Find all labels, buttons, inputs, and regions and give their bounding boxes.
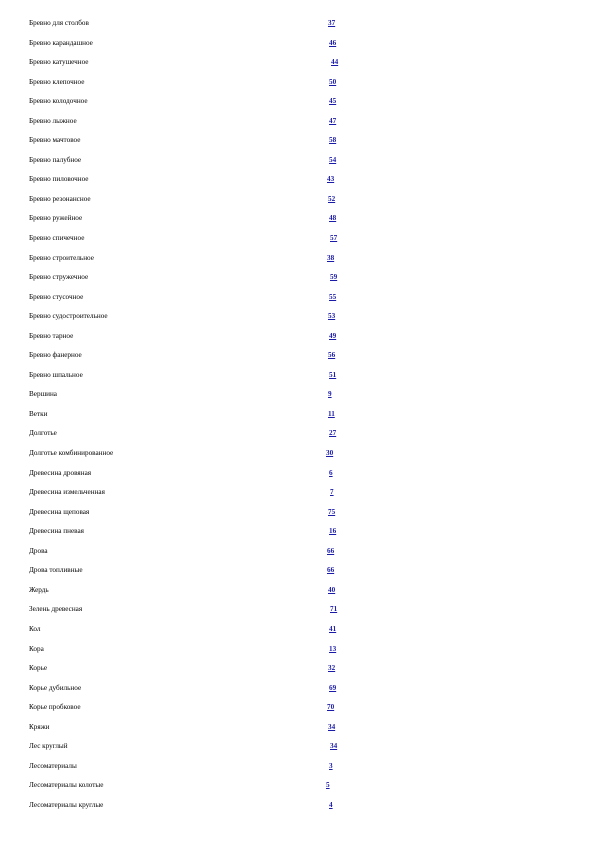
- page-number-link[interactable]: 34: [330, 742, 338, 751]
- index-term: Бревно мачтовое: [29, 136, 81, 145]
- page-number-link[interactable]: 43: [327, 175, 335, 184]
- index-entry: [0, 34, 595, 54]
- index-entry: [0, 249, 595, 269]
- index-entry: [0, 209, 595, 229]
- index-entry: [0, 170, 595, 190]
- index-entry: [0, 698, 595, 718]
- page-number-link[interactable]: 34: [328, 722, 336, 731]
- index-term: Ветки: [29, 409, 48, 418]
- index-entry: [0, 14, 595, 34]
- index-entry: [0, 444, 595, 464]
- index-entry: [0, 190, 595, 210]
- index-entry: [0, 503, 595, 523]
- page-number-link[interactable]: 7: [330, 488, 334, 497]
- page-number-link[interactable]: 40: [328, 585, 336, 594]
- index-entry: [0, 679, 595, 699]
- index-term: Бревно фанерное: [29, 351, 82, 360]
- index-term: Бревно пиловочное: [29, 175, 89, 184]
- index-term: Бревно клепочное: [29, 77, 85, 86]
- page-number-link[interactable]: 71: [330, 605, 338, 614]
- index-term: Жердь: [29, 585, 49, 594]
- page-number-link[interactable]: 58: [329, 136, 337, 145]
- page-number-link[interactable]: 13: [329, 644, 337, 653]
- index-entry: [0, 307, 595, 327]
- index-entry: [0, 464, 595, 484]
- index-term: Бревно резонансное: [29, 194, 91, 203]
- index-term: Древесина измельченная: [29, 488, 105, 497]
- page-number-link[interactable]: 66: [327, 566, 335, 575]
- index-entry: [0, 366, 595, 386]
- index-entry: [0, 424, 595, 444]
- page-number-link[interactable]: 27: [329, 429, 337, 438]
- index-term: Долготье комбинированное: [29, 449, 114, 458]
- index-term: Кол: [29, 624, 41, 633]
- page-number-link[interactable]: 70: [327, 703, 335, 712]
- page-number-link[interactable]: 11: [328, 409, 335, 418]
- index-term: Бревно ружейное: [29, 214, 83, 223]
- index-entry: [0, 522, 595, 542]
- page-number-link[interactable]: 5: [326, 781, 330, 790]
- page-number-link[interactable]: 56: [328, 351, 336, 360]
- index-term: Долготье: [29, 429, 57, 438]
- page-number-link[interactable]: 3: [329, 761, 333, 770]
- page-number-link[interactable]: 44: [331, 58, 339, 67]
- page-number-link[interactable]: 47: [329, 116, 337, 125]
- index-term: Зелень древесная: [29, 605, 83, 614]
- index-entry: [0, 483, 595, 503]
- page-number-link[interactable]: 52: [328, 194, 336, 203]
- index-term: Бревно для столбов: [29, 19, 89, 27]
- index-entry: [0, 600, 595, 620]
- index-term: Корье пробковое: [29, 703, 81, 712]
- page-number-link[interactable]: 37: [328, 19, 336, 27]
- page-number-link[interactable]: 55: [329, 292, 337, 301]
- index-term: Лес круглый: [29, 742, 68, 751]
- page-number-link[interactable]: 69: [329, 683, 337, 692]
- index-entry: [0, 542, 595, 562]
- index-entry: [0, 581, 595, 601]
- index-term: Лесоматериалы: [29, 761, 77, 770]
- page-number-link[interactable]: 57: [330, 234, 338, 243]
- index-term: Бревно карандашное: [29, 38, 93, 47]
- index-term: Древесина дровяная: [29, 468, 92, 477]
- index-entry: [0, 718, 595, 738]
- index-entry: [0, 776, 595, 796]
- page-number-link[interactable]: 51: [329, 370, 337, 379]
- index-entry: [0, 385, 595, 405]
- index-entry: [0, 53, 595, 73]
- page-number-link[interactable]: 48: [329, 214, 337, 223]
- index-entry: [0, 229, 595, 249]
- index-entry: [0, 659, 595, 679]
- page-number-link[interactable]: 75: [328, 507, 336, 516]
- index-term: Дрова топливные: [29, 566, 83, 575]
- index-term: Вершина: [29, 390, 57, 399]
- index-term: Бревно шпальное: [29, 370, 83, 379]
- index-entry: [0, 757, 595, 777]
- page-number-link[interactable]: 41: [329, 624, 337, 633]
- index-term: Бревно катушечное: [29, 58, 89, 67]
- index-entry: [0, 620, 595, 640]
- index-entry: [0, 796, 595, 816]
- index-entry: [0, 327, 595, 347]
- index-term: Бревно тарное: [29, 331, 74, 340]
- index-term: Древесина щеповая: [29, 507, 90, 516]
- index-entry: [0, 346, 595, 366]
- index-entry: [0, 112, 595, 132]
- page-number-link[interactable]: 66: [327, 546, 335, 555]
- index-entry: [0, 405, 595, 425]
- index-term: Бревно колодочное: [29, 97, 88, 106]
- index-term: Кряжи: [29, 722, 50, 731]
- index-entry: [0, 640, 595, 660]
- page-number-link[interactable]: 30: [326, 449, 334, 458]
- index-term: Древесина пневая: [29, 527, 84, 536]
- index-term: Лесоматериалы колотые: [29, 781, 104, 790]
- index-entry: [0, 288, 595, 308]
- index-term: Бревно лыжное: [29, 116, 77, 125]
- index-term: Бревно стружечное: [29, 273, 89, 282]
- index-term: Корье: [29, 664, 48, 673]
- page-number-link[interactable]: 53: [328, 312, 336, 321]
- page-number-link[interactable]: 9: [328, 390, 332, 399]
- index-term: Бревно спичечное: [29, 234, 85, 243]
- page-number-link[interactable]: 16: [329, 527, 337, 536]
- index-entry: [0, 73, 595, 93]
- index-term: Лесоматериалы круглые: [29, 800, 104, 809]
- index-term: Дрова: [29, 546, 48, 555]
- index-entry: [0, 737, 595, 757]
- index-entry: [0, 561, 595, 581]
- index-entry: [0, 151, 595, 171]
- page-number-link[interactable]: 54: [329, 155, 337, 164]
- index-term: Бревно строительное: [29, 253, 94, 262]
- index-list: [0, 14, 595, 815]
- page-number-link[interactable]: 38: [327, 253, 335, 262]
- index-term: Корье дубильное: [29, 683, 82, 692]
- index-entry: [0, 92, 595, 112]
- index-term: Бревно стусочное: [29, 292, 84, 301]
- page-number-link[interactable]: 6: [329, 468, 333, 477]
- index-entry: [0, 131, 595, 151]
- index-term: Бревно судостроительное: [29, 312, 108, 321]
- page-number-link[interactable]: 46: [329, 38, 337, 47]
- index-term: Кора: [29, 644, 44, 653]
- page-number-link[interactable]: 32: [328, 664, 336, 673]
- index-term: Бревно палубное: [29, 155, 82, 164]
- page-number-link[interactable]: 45: [329, 97, 337, 106]
- page-number-link[interactable]: 59: [330, 273, 338, 282]
- index-entry: [0, 268, 595, 288]
- page-number-link[interactable]: 4: [329, 800, 333, 809]
- page-number-link[interactable]: 50: [329, 77, 337, 86]
- page-number-link[interactable]: 49: [329, 331, 337, 340]
